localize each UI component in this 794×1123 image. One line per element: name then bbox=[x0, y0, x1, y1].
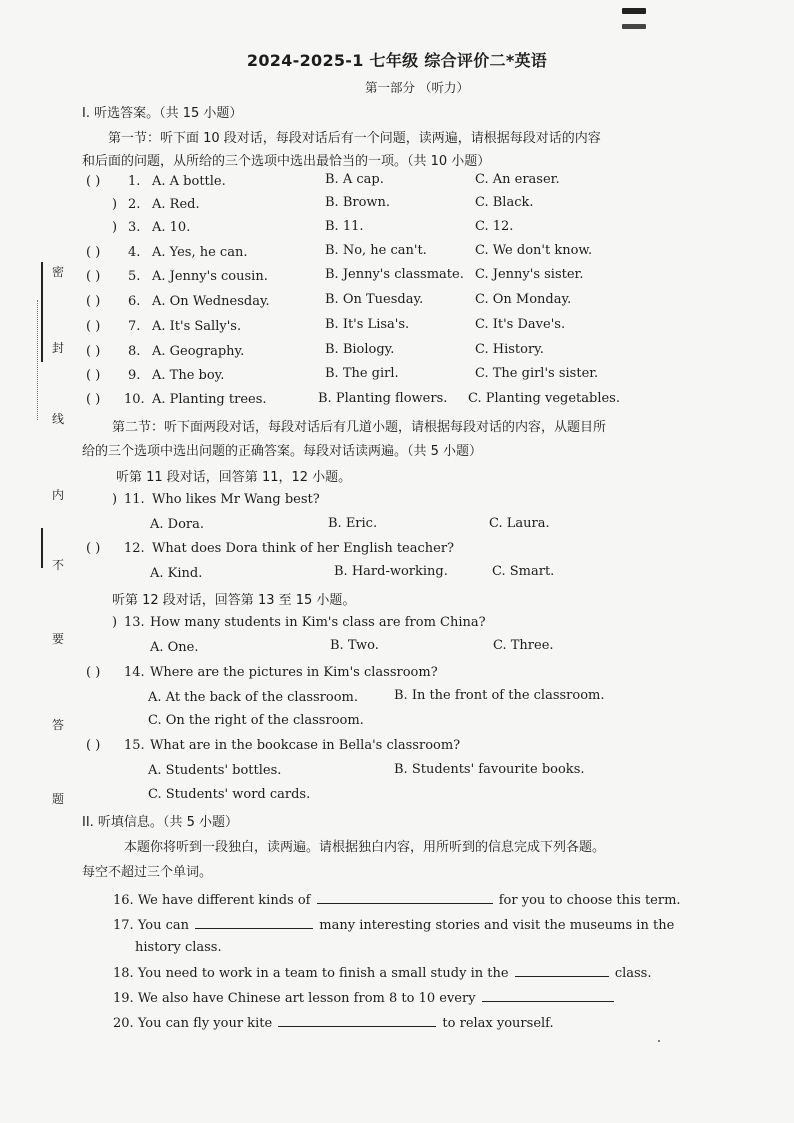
question-number: 7. bbox=[128, 319, 141, 334]
question-number: 15. bbox=[124, 738, 145, 753]
option-a: A. Yes, he can. bbox=[152, 245, 248, 260]
question-number: 9. bbox=[128, 368, 141, 383]
option-a: A. Red. bbox=[152, 197, 200, 212]
option-a: A. Geography. bbox=[152, 344, 245, 359]
section2-intro: 给的三个选项中选出问题的正确答案。每段对话读两遍。（共 5 小题） bbox=[82, 444, 483, 459]
seal-char: 题 bbox=[52, 792, 65, 806]
option-c: C. An eraser. bbox=[475, 172, 560, 187]
answer-bracket[interactable]: ( ) bbox=[86, 294, 101, 309]
option-b: B. Brown. bbox=[325, 195, 391, 210]
scan-speck bbox=[658, 1040, 660, 1042]
option-b: B. Two. bbox=[330, 638, 379, 653]
option-b: B. 11. bbox=[325, 219, 364, 234]
question-stem: What are in the bookcase in Bella's classroom? bbox=[150, 738, 461, 753]
question-number: 2. bbox=[128, 197, 141, 212]
option-c: C. We don't know. bbox=[475, 243, 593, 258]
answer-bracket[interactable]: ( ) bbox=[86, 665, 101, 680]
question-text: to relax yourself. bbox=[442, 1016, 554, 1031]
option-a: A. A bottle. bbox=[152, 174, 226, 189]
option-a: A. At the back of the classroom. bbox=[148, 690, 359, 705]
answer-blank[interactable] bbox=[317, 891, 493, 904]
seal-char: 内 bbox=[52, 488, 65, 502]
question-17-cont: history class. bbox=[135, 940, 222, 955]
question-number: 12. bbox=[124, 541, 145, 556]
question-stem: How many students in Kim's class are from China? bbox=[150, 615, 486, 630]
seal-char: 答 bbox=[52, 718, 65, 732]
question-stem: Where are the pictures in Kim's classroom? bbox=[150, 665, 438, 680]
question-text: class. bbox=[614, 966, 652, 981]
seal-line bbox=[41, 528, 43, 568]
section1-intro: 第一节：听下面 10 段对话，每段对话后有一个问题，读两遍，请根据每段对话的内容 bbox=[108, 131, 601, 146]
answer-blank[interactable] bbox=[195, 916, 313, 929]
seal-dots bbox=[37, 300, 39, 420]
option-a: A. On Wednesday. bbox=[152, 294, 270, 309]
option-c: C. Jenny's sister. bbox=[475, 267, 584, 282]
option-b: B. A cap. bbox=[325, 172, 384, 187]
option-b: B. Jenny's classmate. bbox=[325, 267, 464, 282]
answer-blank[interactable] bbox=[515, 964, 609, 977]
option-c: C. Smart. bbox=[492, 564, 555, 579]
answer-bracket[interactable]: ( ) bbox=[86, 245, 101, 260]
option-a: A. One. bbox=[150, 640, 199, 655]
question-text: We have different kinds of bbox=[137, 893, 311, 908]
option-a: A. The boy. bbox=[152, 368, 225, 383]
question-number: 20. bbox=[113, 1016, 134, 1031]
answer-bracket[interactable]: ( ) bbox=[86, 344, 101, 359]
question-number: 3. bbox=[128, 220, 141, 235]
question-text: You can fly your kite bbox=[137, 1016, 273, 1031]
question-number: 14. bbox=[124, 665, 145, 680]
option-c: C. Black. bbox=[475, 195, 534, 210]
dialog-note: 听第 12 段对话，回答第 13 至 15 小题。 bbox=[112, 593, 356, 608]
seal-char: 不 bbox=[52, 558, 65, 572]
corner-mark bbox=[622, 8, 646, 14]
option-c: C. Planting vegetables. bbox=[468, 391, 620, 406]
answer-blank[interactable] bbox=[482, 989, 614, 1002]
answer-bracket[interactable]: ( ) bbox=[86, 368, 101, 383]
question-text: many interesting stories and visit the museums in the bbox=[319, 918, 675, 933]
question-number: 6. bbox=[128, 294, 141, 309]
option-a: A. Students' bottles. bbox=[148, 763, 282, 778]
question-text: You need to work in a team to finish a small study in the bbox=[137, 966, 509, 981]
answer-bracket[interactable]: ) bbox=[112, 197, 118, 212]
option-c: C. It's Dave's. bbox=[475, 317, 566, 332]
part2-intro: 本题你将听到一段独白，读两遍。请根据独白内容，用所听到的信息完成下列各题。 bbox=[124, 840, 606, 855]
section1-intro: 和后面的问题，从所给的三个选项中选出最恰当的一项。（共 10 小题） bbox=[82, 154, 491, 169]
option-c: C. On the right of the classroom. bbox=[148, 713, 364, 728]
option-b: B. On Tuesday. bbox=[325, 292, 424, 307]
option-b: B. Eric. bbox=[328, 516, 378, 531]
seal-char: 密 bbox=[52, 265, 65, 279]
question-18 bbox=[113, 964, 651, 981]
option-b: B. The girl. bbox=[325, 366, 399, 381]
answer-bracket[interactable]: ) bbox=[112, 492, 118, 507]
option-c: C. 12. bbox=[475, 219, 514, 234]
option-b: B. It's Lisa's. bbox=[325, 317, 410, 332]
question-number: 5. bbox=[128, 269, 141, 284]
question-number: 8. bbox=[128, 344, 141, 359]
question-text: We also have Chinese art lesson from 8 to 10 every bbox=[137, 991, 476, 1006]
option-b: B. Students' favourite books. bbox=[394, 762, 585, 777]
answer-bracket[interactable]: ( ) bbox=[86, 174, 101, 189]
question-number: 18. bbox=[113, 966, 134, 981]
question-19 bbox=[113, 989, 616, 1006]
seal-char: 要 bbox=[52, 632, 65, 646]
part2-intro: 每空不超过三个单词。 bbox=[82, 865, 213, 880]
question-number: 13. bbox=[124, 615, 145, 630]
question-text: for you to choose this term. bbox=[498, 893, 681, 908]
answer-blank[interactable] bbox=[278, 1014, 436, 1027]
question-number: 17. bbox=[113, 918, 134, 933]
page-title: 2024-2025-1 七年级 综合评价二*英语 bbox=[246, 51, 548, 70]
option-c: C. History. bbox=[475, 342, 544, 357]
seal-line bbox=[41, 262, 43, 362]
answer-bracket[interactable]: ( ) bbox=[86, 738, 101, 753]
part2-heading: II. 听填信息。（共 5 小题） bbox=[82, 815, 238, 830]
question-number: 1. bbox=[128, 174, 141, 189]
option-b: B. Planting flowers. bbox=[318, 391, 448, 406]
option-b: B. No, he can't. bbox=[325, 243, 427, 258]
question-text: You can bbox=[137, 918, 190, 933]
corner-mark bbox=[622, 24, 646, 29]
question-20 bbox=[113, 1014, 554, 1031]
seal-char: 线 bbox=[52, 412, 65, 426]
page-subtitle: 第一部分 （听力） bbox=[365, 80, 469, 95]
option-c: C. Students' word cards. bbox=[148, 787, 311, 802]
answer-bracket[interactable]: ( ) bbox=[86, 269, 101, 284]
option-c: C. Laura. bbox=[489, 516, 550, 531]
question-16 bbox=[113, 891, 681, 908]
answer-bracket[interactable]: ( ) bbox=[86, 541, 101, 556]
dialog-note: 听第 11 段对话，回答第 11，12 小题。 bbox=[116, 470, 352, 485]
question-number: 11. bbox=[124, 492, 145, 507]
question-stem: What does Dora think of her English teacher? bbox=[152, 541, 455, 556]
option-c: C. Three. bbox=[493, 638, 554, 653]
option-a: A. It's Sally's. bbox=[152, 319, 242, 334]
answer-bracket[interactable]: ) bbox=[112, 615, 118, 630]
option-a: A. 10. bbox=[152, 220, 191, 235]
option-a: A. Planting trees. bbox=[152, 392, 267, 407]
question-17 bbox=[113, 916, 674, 933]
question-stem: Who likes Mr Wang best? bbox=[152, 492, 320, 507]
question-number: 16. bbox=[113, 893, 134, 908]
option-a: A. Jenny's cousin. bbox=[152, 269, 268, 284]
option-a: A. Dora. bbox=[150, 517, 204, 532]
question-number: 4. bbox=[128, 245, 141, 260]
part1-heading: I. 听选答案。（共 15 小题） bbox=[82, 106, 243, 121]
option-a: A. Kind. bbox=[150, 566, 203, 581]
answer-bracket[interactable]: ( ) bbox=[86, 319, 101, 334]
option-c: C. The girl's sister. bbox=[475, 366, 599, 381]
section2-intro: 第二节：听下面两段对话，每段对话后有几道小题，请根据每段对话的内容，从题目所 bbox=[112, 420, 607, 435]
option-c: C. On Monday. bbox=[475, 292, 572, 307]
option-b: B. Hard-working. bbox=[334, 564, 448, 579]
option-b: B. In the front of the classroom. bbox=[394, 688, 605, 703]
question-number: 19. bbox=[113, 991, 134, 1006]
answer-bracket[interactable]: ( ) bbox=[86, 392, 101, 407]
question-number: 10. bbox=[124, 392, 145, 407]
answer-bracket[interactable]: ) bbox=[112, 220, 118, 235]
seal-char: 封 bbox=[52, 341, 65, 355]
option-b: B. Biology. bbox=[325, 342, 395, 357]
